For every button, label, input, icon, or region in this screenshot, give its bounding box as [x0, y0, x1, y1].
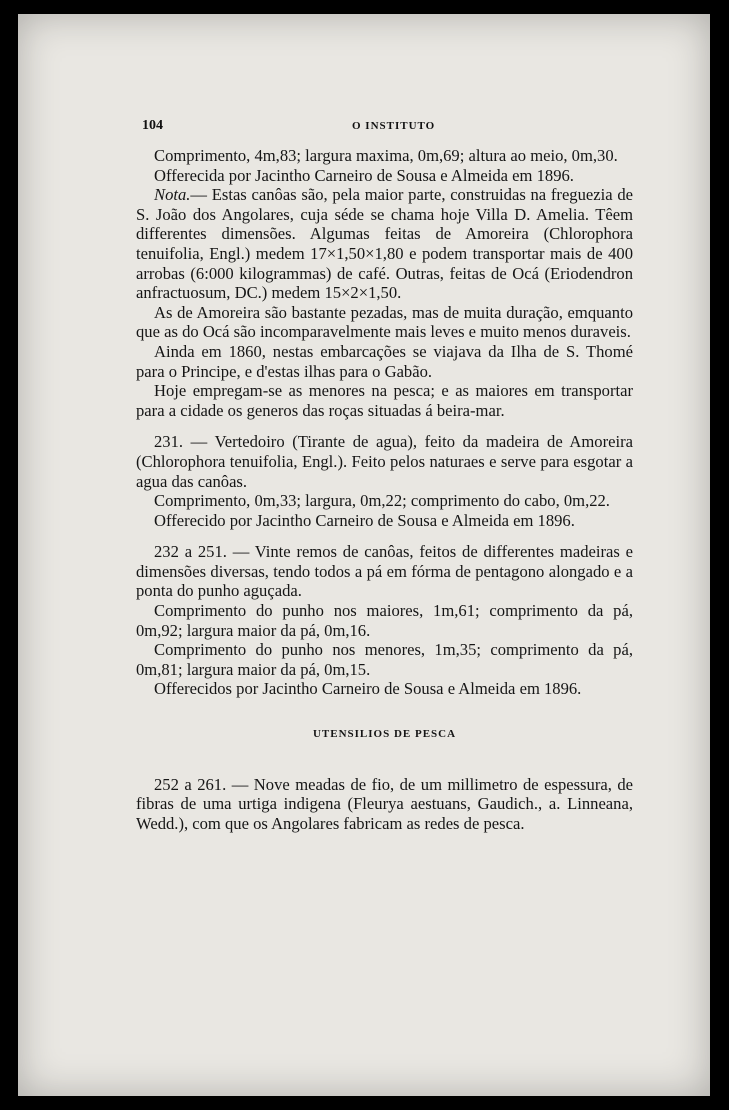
paragraph-232-offered: Offerecidos por Jacintho Carneiro de Sousa e Almeida em 1896.	[154, 679, 582, 699]
paragraph-offered: Offerecida por Jacintho Carneiro de Sousa e Almeida em 1896.	[154, 165, 574, 185]
paragraph-entry-232: 232 a 251. — Vinte remos de canôas, feitos de differentes madeiras e dimensões diversas, tendo todos a pá em fórma de pentagono alongado e a ponta do punho aguçada.	[136, 542, 633, 601]
paragraph-amoreira: As de Amoreira são bastante pezadas, mas de muita duração, emquanto que as do Ocá são incomparavelmente mais leves e muito menos duraveis.	[136, 302, 633, 342]
page-number: 104	[142, 118, 163, 133]
paragraph-dimensions: Comprimento, 4m,83; largura maxima, 0m,69; altura ao meio, 0m,30.	[154, 146, 618, 165]
paragraph-1860: Ainda em 1860, nestas embarcações se viajava da Ilha de S. Thomé para o Principe, e d'estas ilhas para o Gabão.	[136, 341, 633, 381]
page-body	[136, 146, 633, 833]
paragraph-entry-252: 252 a 261. — Nove meadas de fio, de um millimetro de espessura, de fibras de uma urtiga indigena (Fleurya aestuans, Gaudich., a. Linneana, Wedd.), com que os Angolares fabricam as redes de pesca.	[136, 774, 633, 833]
note-label: Nota.	[154, 185, 191, 205]
paragraph-232-larger: Comprimento do punho nos maiores, 1m,61; comprimento da pá, 0m,92; largura maior da pá, 0m,16.	[136, 601, 633, 640]
running-title: O INSTITUTO	[352, 120, 436, 132]
paragraph-232-smaller: Comprimento do punho nos menores, 1m,35; comprimento da pá, 0m,81; largura maior da pá, 0m,15.	[136, 640, 633, 679]
note-text: — Estas canôas são, pela maior parte, construidas na freguezia de S. João dos Angolares, cuja séde se chama hoje Villa D. Amelia. Têem differentes dimensões. Algumas feitas de Amoreira (Chlorophora tenuifolia, Engl.) medem 17×1,50×1,80 e podem transportar mais de 400 arrobas (6:000 kilogrammas) de café. Outras, feitas de Ocá (Eriodendron anfractuosum, DC.) medem 15×2×1,50.	[136, 185, 633, 303]
paragraph-entry-231: 231. — Vertedoiro (Tirante de agua), feito da madeira de Amoreira (Chlorophora tenuifolia, Engl.). Feito pelos naturaes e serve para esgotar a agua das canôas.	[136, 432, 633, 491]
paragraph-hoje: Hoje empregam-se as menores na pesca; e as maiores em transportar para a cidade os generos das roças situadas á beira-mar.	[136, 381, 633, 420]
paragraph-231-offered: Offerecido por Jacintho Carneiro de Sousa e Almeida em 1896.	[154, 510, 575, 530]
paragraph-231-dimensions: Comprimento, 0m,33; largura, 0m,22; comprimento do cabo, 0m,22.	[154, 491, 610, 511]
paragraph-note	[136, 185, 633, 303]
running-head	[142, 118, 622, 138]
section-title: UTENSILIOS DE PESCA	[312, 728, 457, 741]
